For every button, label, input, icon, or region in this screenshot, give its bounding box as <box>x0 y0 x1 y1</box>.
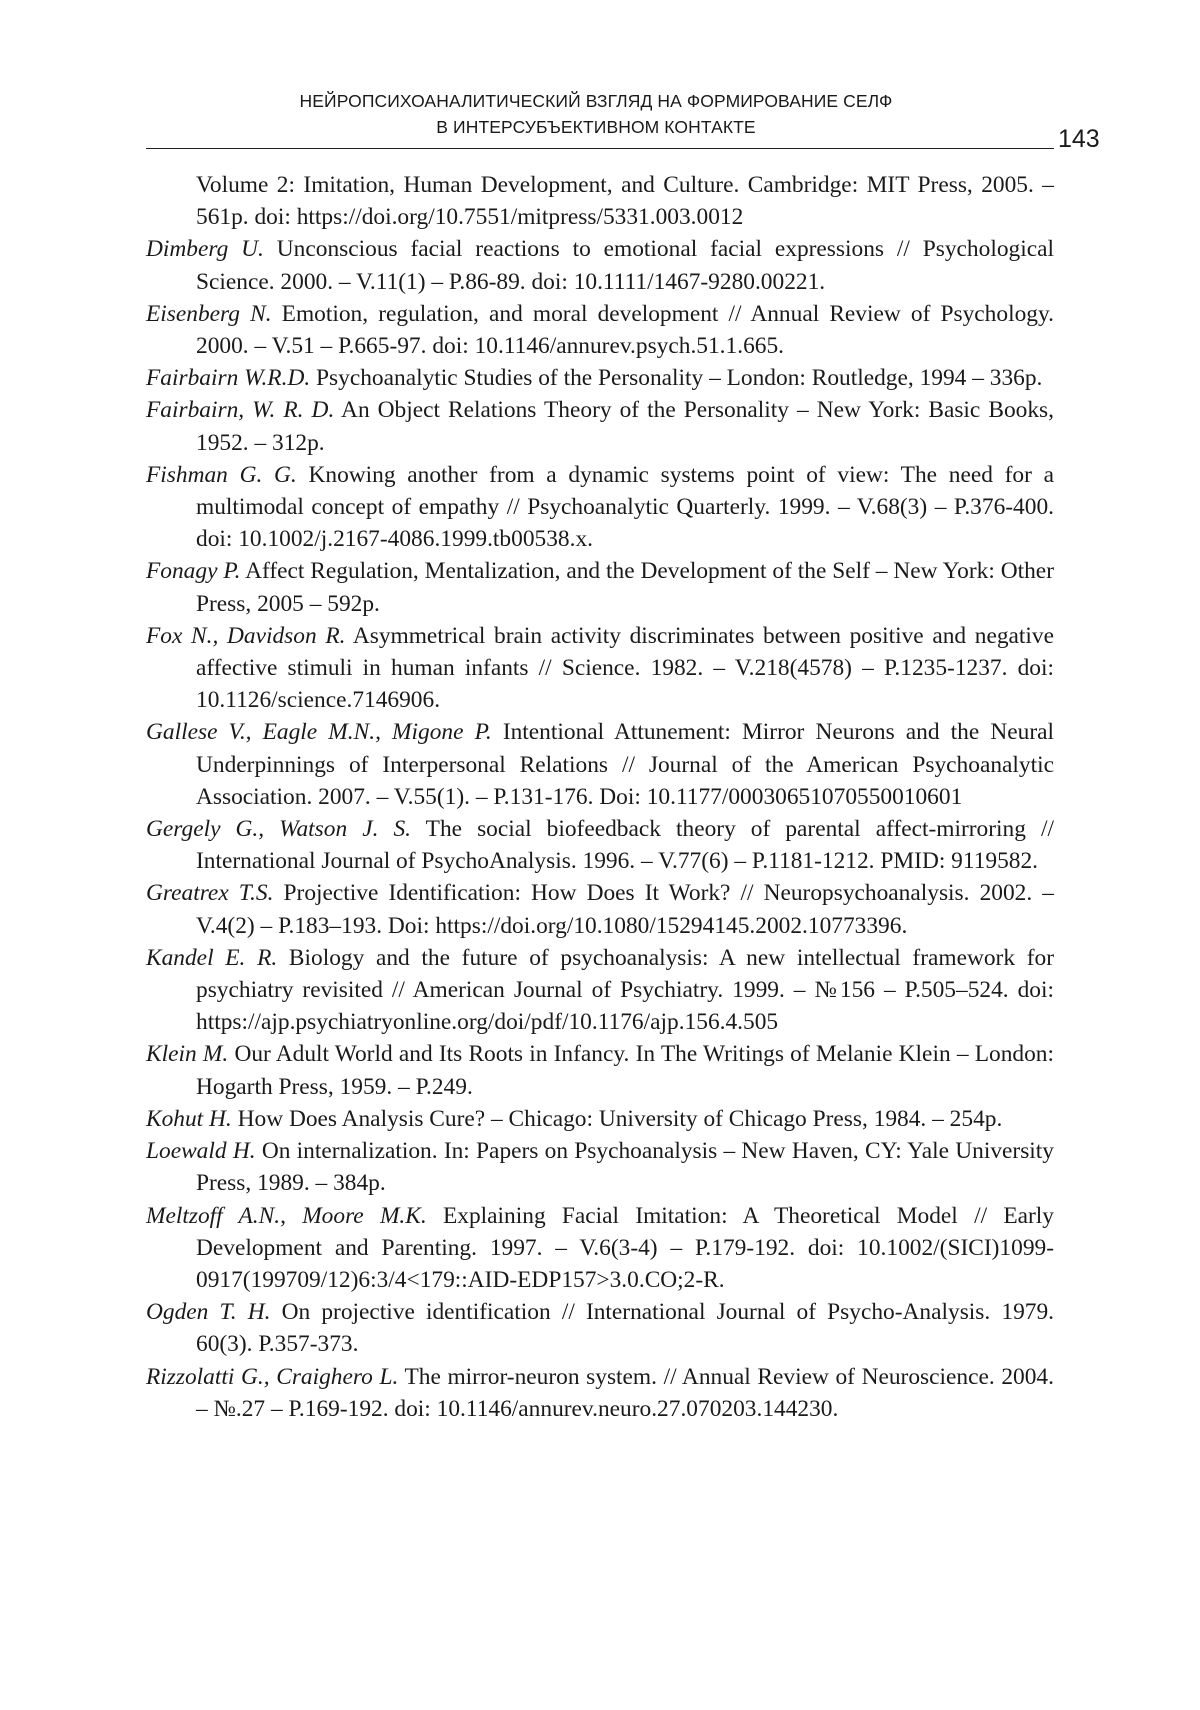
reference-text: Our Adult World and Its Roots in Infancy. In The Writings of Melanie Klein – London: Hogarth Press, 1959. – P.249. <box>196 1041 1055 1100</box>
reference-entry <box>146 555 1054 619</box>
reference-entry <box>146 459 1054 556</box>
reference-text: How Does Analysis Cure? – Chicago: University of Chicago Press, 1984. – 254p. <box>237 1105 1003 1132</box>
reference-text: Explaining Facial Imitation: A Theoretical Model // Early Development and Parenting. 1997. – V.6(3-4) – P.179-192. doi: 10.1002/(SICI)1099-0917(199709/12)6:3/4<179::AID-EDP157>3.0.CO;2-R. <box>196 1202 1054 1293</box>
reference-entry <box>146 813 1054 877</box>
reference-text: Psychoanalytic Studies of the Personality – London: Routledge, 1994 – 336p. <box>316 365 1043 392</box>
reference-text: The mirror-neuron system. // Annual Review of Neuroscience. 2004. – №.27 – P.169-192. doi: 10.1146/annurev.neuro.27.070203.144230. <box>196 1363 1054 1422</box>
reference-text: The social biofeedback theory of parental affect-mirroring // International Journal of PsychoAnalysis. 1996. – V.77(6) – P.1181-1212. PMID: 9119582. <box>196 816 1054 875</box>
reference-text: Projective Identification: How Does It Work? // Neuropsychoanalysis. 2002. – V.4(2) – P.183–193. Doi: https://doi.org/10.1080/15294145.2002.10773396. <box>196 880 1054 939</box>
running-header <box>146 88 1046 140</box>
reference-text: On projective identification // International Journal of Psycho-Analysis. 1979. 60(3). P.357-373. <box>196 1299 1054 1358</box>
reference-entry <box>146 1200 1054 1297</box>
reference-author: Rizzolatti G., Craighero L. <box>146 1363 399 1390</box>
reference-text: Unconscious facial reactions to emotional facial expressions // Psychological Science. 2000. – V.11(1) – P.86-89. doi: 10.1111/1467-9280.00221. <box>196 236 1054 295</box>
reference-author: Dimberg U. <box>146 236 264 263</box>
reference-text: Knowing another from a dynamic systems point of view: The need for a multimodal concept of empathy // Psychoanalytic Quarterly. 1999. – V.68(3) – P.376-400. doi: 10.1002/j.2167-4086.1999.tb00538.x. <box>196 461 1054 553</box>
reference-entry <box>146 942 1054 1039</box>
reference-list <box>146 169 1054 1425</box>
running-header-line-2: В ИНТЕРСУБЪЕКТИВНОМ КОНТАКТЕ <box>436 117 756 137</box>
reference-entry <box>146 877 1054 941</box>
reference-author: Meltzoff A.N., Moore M.K. <box>146 1202 427 1229</box>
reference-author: Eisenberg N. <box>146 300 272 327</box>
reference-entry <box>146 1103 1054 1135</box>
reference-text: Affect Regulation, Mentalization, and the Development of the Self – New York: Other Press, 2005 – 592p. <box>196 558 1054 617</box>
reference-author: Fonagy P. <box>146 558 241 585</box>
reference-author: Ogden T. H. <box>146 1299 271 1326</box>
reference-text: Asymmetrical brain activity discriminates between positive and negative affective stimuli in human infants // Science. 1982. – V.218(4578) – P.1235-1237. doi: 10.1126/science.7146906. <box>196 622 1054 714</box>
reference-entry <box>146 362 1054 394</box>
reference-author: Gergely G., Watson J. S. <box>146 816 412 843</box>
reference-entry <box>146 620 1054 717</box>
reference-author: Fairbairn W.R.D. <box>146 365 311 392</box>
reference-entry <box>146 394 1054 458</box>
header-rule <box>146 148 1054 149</box>
reference-entry <box>146 233 1054 297</box>
reference-entry <box>146 1296 1054 1360</box>
reference-author: Fox N., Davidson R. <box>146 622 346 649</box>
page-number: 143 <box>1058 125 1100 153</box>
reference-text: An Object Relations Theory of the Personality – New York: Basic Books, 1952. – 312p. <box>196 397 1054 456</box>
reference-text: On internalization. In: Papers on Psychoanalysis – New Haven, CY: Yale University Press, 1989. – 384p. <box>196 1138 1054 1197</box>
reference-author: Gallese V., Eagle M.N., Migone P. <box>146 719 492 746</box>
reference-author: Fairbairn, W. R. D. <box>146 397 335 424</box>
reference-entry <box>146 1361 1054 1425</box>
reference-entries <box>146 233 1054 1425</box>
reference-text: Biology and the future of psychoanalysis: A new intellectual framework for psychiatry revisited // American Journal of Psychiatry. 1999. – №156 – P.505–524. doi: https://ajp.psychiatryonline.org/doi/pdf/10.1176/ajp.156.4.505 <box>196 944 1054 1036</box>
reference-author: Fishman G. G. <box>146 461 297 488</box>
running-header-line-1: НЕЙРОПСИХОАНАЛИТИЧЕСКИЙ ВЗГЛЯД НА ФОРМИРОВАНИЕ СЕЛФ <box>299 91 893 111</box>
reference-author: Loewald H. <box>146 1138 256 1165</box>
reference-entry <box>146 1038 1054 1102</box>
reference-entry <box>146 716 1054 813</box>
reference-text: Intentional Attunement: Mirror Neurons and the Neural Underpinnings of Interpersonal Relations // Journal of the American Psychoanalytic Association. 2007. – V.55(1). – P.131-176. Doi: 10.1177/00030651070550010601 <box>196 719 1054 810</box>
reference-entry <box>146 1135 1054 1199</box>
continued-reference: Volume 2: Imitation, Human Development, and Culture. Cambridge: MIT Press, 2005. – 561p. doi: https://doi.org/10.7551/mitpress/5331.003.0012 <box>196 172 1054 231</box>
reference-entry <box>146 298 1054 362</box>
reference-text: Emotion, regulation, and moral development // Annual Review of Psychology. 2000. – V.51 – P.665-97. doi: 10.1146/annurev.psych.51.1.665. <box>196 300 1054 360</box>
reference-author: Greatrex T.S. <box>146 880 274 907</box>
reference-author: Kandel E. R. <box>146 944 278 971</box>
reference-author: Klein M. <box>146 1041 229 1068</box>
reference-author: Kohut H. <box>146 1105 232 1132</box>
